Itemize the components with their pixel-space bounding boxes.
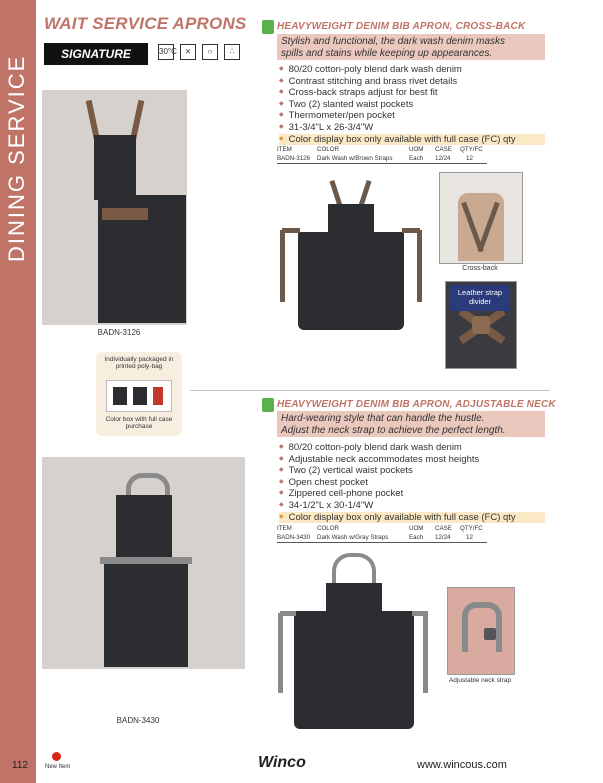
list-item: ◆ Open chest pocket [279, 477, 545, 489]
spec-col-item: ITEM [277, 146, 292, 153]
product1-description-line-2: spills and stains while keeping up appearances. [281, 48, 493, 59]
product1-description [277, 34, 545, 60]
table-row: BADN-3430 Dark Wash w/Gray Straps Each 12/24 12 [277, 534, 473, 541]
product2-photo [42, 457, 245, 669]
product2-spec-header [277, 525, 487, 533]
product1-title: HEAVYWEIGHT DENIM BIB APRON, CROSS-BACK [277, 21, 526, 32]
color-box-image [106, 380, 172, 412]
spec-col-case: CASE [435, 146, 452, 153]
product2-features [279, 442, 545, 523]
spec-col-uom: UOM [409, 146, 424, 153]
list-item: ◆ Two (2) vertical waist pockets [279, 465, 545, 477]
list-item-highlight: ◆ Color display box only available with full case (FC) qty [279, 134, 545, 146]
spec-col-qty: QTY/FC [460, 525, 483, 532]
product1-flat-image [278, 176, 424, 336]
spec-col-color: COLOR [317, 525, 340, 532]
list-item: ◆ Zippered cell-phone pocket [279, 488, 545, 500]
list-item: ◆ 80/20 cotton-poly blend dark wash denim [279, 442, 545, 454]
product1-description-line-1: Stylish and functional, the dark wash denim masks [281, 36, 505, 47]
packaging-caption-top: Individually packaged in printed poly-bag [104, 356, 174, 370]
product2-description-line-1: Hard-wearing style that can handle the hustle. [281, 413, 485, 424]
table-row: BADN-3126 Dark Wash w/Brown Straps Each 12/24 12 [277, 155, 473, 162]
cross-back-caption: Cross-back [462, 265, 498, 272]
new-item-dot-icon [52, 752, 61, 761]
product1-photo-label: BADN-3126 [97, 328, 141, 337]
list-item: ◆ Two (2) slanted waist pockets [279, 99, 545, 111]
sidebar-label: DINING SERVICE [4, 54, 29, 262]
signature-chef-logo: SIGNATURE CHEF [44, 43, 148, 65]
list-item-highlight: ◆ Color display box only available with full case (FC) qty [279, 512, 545, 524]
adjustable-neck-caption: Adjustable neck strap [448, 677, 512, 684]
product2-description [277, 411, 545, 437]
list-item: ◆ 34-1/2"L x 30-1/4"W [279, 500, 545, 512]
leather-strap-caption: Leather strap divider [450, 285, 510, 311]
product2-photo-label: BADN-3430 [116, 716, 160, 725]
page-number: 112 [12, 760, 28, 771]
packaging-caption-bottom: Color box with full case purchase [105, 416, 173, 430]
adjustable-neck-inset [447, 587, 515, 675]
shopping-bag-icon [262, 398, 274, 412]
product2-description-line-2: Adjust the neck strap to achieve the perfect length. [281, 425, 506, 436]
list-item: ◆ Thermometer/pen pocket [279, 110, 545, 122]
product1-photo [42, 90, 187, 325]
no-bleach-icon: ⨯ [180, 44, 196, 60]
wash-30-icon: 30°C [158, 44, 174, 60]
spec-col-qty: QTY/FC [460, 146, 483, 153]
spec-col-color: COLOR [317, 146, 340, 153]
spec-col-case: CASE [435, 525, 452, 532]
shopping-bag-icon [262, 20, 274, 34]
cross-back-inset [439, 172, 523, 264]
tumble-dry-icon: ○ [202, 44, 218, 60]
product2-title: HEAVYWEIGHT DENIM BIB APRON, ADJUSTABLE NECK [277, 399, 556, 410]
product1-spec-header [277, 146, 487, 154]
sidebar-band [0, 0, 36, 783]
spec-col-uom: UOM [409, 525, 424, 532]
product2-flat-image [278, 553, 428, 733]
list-item: ◆ Adjustable neck accommodates most heights [279, 454, 545, 466]
list-item: ◆ Cross-back straps adjust for best fit [279, 87, 545, 99]
spec-col-item: ITEM [277, 525, 292, 532]
page-title: WAIT SERVICE APRONS [44, 14, 247, 33]
iron-icon: ∴ [224, 44, 240, 60]
list-item: ◆ 80/20 cotton-poly blend dark wash denim [279, 64, 545, 76]
product1-features [279, 64, 545, 145]
list-item: ◆ 31-3/4"L x 26-3/4"W [279, 122, 545, 134]
packaging-panel [96, 352, 182, 436]
section-divider [190, 390, 550, 391]
spec-rule [277, 542, 487, 543]
footer-url: www.wincous.com [417, 759, 507, 771]
new-item-label: New Item [45, 764, 71, 770]
winco-logo: Winco [258, 754, 306, 771]
list-item: ◆ Contrast stitching and brass rivet details [279, 76, 545, 88]
spec-rule [277, 163, 487, 164]
